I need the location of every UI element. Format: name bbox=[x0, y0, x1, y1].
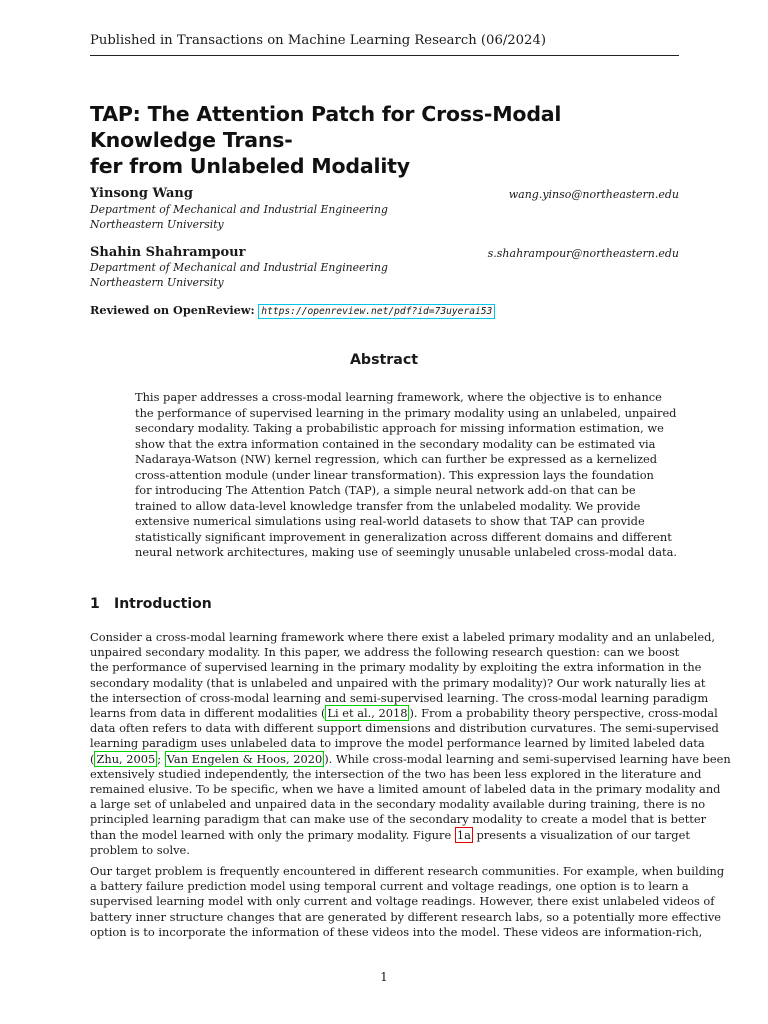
body-line: remained elusive. To be specific, when we have a limited amount of labeled data in the primary modality and bbox=[90, 782, 721, 797]
body-text: than the model learned with only the primary modality. Figure bbox=[90, 827, 455, 842]
body-line: problem to solve. bbox=[90, 842, 190, 857]
body-line: a large set of unlabeled and unpaired data in the secondary modality available during training, there is no bbox=[90, 797, 706, 812]
abstract-line: the performance of supervised learning in the primary modality using an unlabeled, unpaired bbox=[135, 405, 677, 420]
abstract-line: This paper addresses a cross-modal learning framework, where the objective is to enhance bbox=[135, 390, 662, 404]
abstract-line: show that the extra information contained in the secondary modality can be estimated via bbox=[135, 436, 656, 451]
body-line: battery inner structure changes that are generated by different research labs, so a potentially more effective bbox=[90, 909, 722, 924]
body-line: the intersection of cross-modal learning and semi-supervised learning. The cross-modal learning paradigm bbox=[90, 690, 709, 705]
introduction-body bbox=[90, 630, 731, 940]
author-affiliation bbox=[90, 261, 388, 290]
body-line: Consider a cross-modal learning framework where there exist a labeled primary modality and an unlabeled, bbox=[90, 630, 716, 644]
paragraph bbox=[90, 864, 725, 940]
abstract-line: trained to allow data-level knowledge transfer from the unlabeled modality. We provide bbox=[135, 498, 641, 513]
citation-link[interactable]: Van Engelen & Hoos, 2020 bbox=[166, 751, 323, 766]
body-line: data often refers to data with different support dimensions and distribution curvatures. The semi-supervised bbox=[90, 721, 719, 736]
body-line: option is to incorporate the information of these videos into the model. These videos are information-rich, bbox=[90, 924, 703, 939]
paper-title bbox=[90, 101, 690, 179]
author-name: Yinsong Wang bbox=[90, 186, 193, 201]
abstract-line: Nadaraya-Watson (NW) kernel regression, which can further be expressed as a kernelized bbox=[135, 452, 658, 466]
abstract-line: cross-attention module (under linear transformation). This expression lays the foundation bbox=[135, 467, 654, 482]
section-heading bbox=[90, 596, 212, 612]
paragraph bbox=[90, 630, 731, 858]
body-line: Our target problem is frequently encountered in different research communities. For example, when building bbox=[90, 864, 725, 879]
section-title: Introduction bbox=[114, 596, 212, 612]
page-number: 1 bbox=[380, 970, 388, 984]
author-affiliation bbox=[90, 203, 388, 232]
body-line: supervised learning model with only current and voltage readings. However, there exist unlabeled videos of bbox=[90, 894, 715, 909]
body-text: ; bbox=[157, 751, 165, 766]
affiliation-line: Department of Mechanical and Industrial Engineering bbox=[90, 261, 388, 274]
body-line bbox=[90, 751, 731, 767]
abstract-line: statistically significant improvement in generalization across different domains and different bbox=[135, 529, 672, 544]
review-line bbox=[90, 303, 495, 317]
body-line: principled learning paradigm that can make use of the secondary modality to create a model that is better bbox=[90, 812, 707, 827]
citation-link[interactable]: Li et al., 2018 bbox=[327, 706, 408, 721]
abstract-body bbox=[135, 390, 678, 561]
section-number: 1 bbox=[90, 596, 100, 612]
body-line: a battery failure prediction model using temporal current and voltage readings, one option is to learn a bbox=[90, 879, 689, 894]
author-name: Shahin Shahrampour bbox=[90, 245, 246, 260]
body-line: secondary modality (that is unlabeled and unpaired with the primary modality)? Our work naturally lies at bbox=[90, 675, 706, 690]
abstract-line: neural network architectures, making use of seemingly unusable unlabeled cross-modal data. bbox=[135, 545, 678, 559]
figure-ref-link[interactable]: 1a bbox=[456, 827, 471, 842]
author-email[interactable]: s.shahrampour@northeastern.edu bbox=[487, 247, 679, 260]
abstract-line: for introducing The Attention Patch (TAP), a simple neural network add-on that can be bbox=[135, 483, 636, 497]
body-line bbox=[90, 706, 718, 721]
body-line: unpaired secondary modality. In this paper, we address the following research question: can we boost bbox=[90, 645, 680, 660]
body-line: extensively studied independently, the intersection of the two has been less explored in the literature and bbox=[90, 766, 702, 781]
affiliation-line: Northeastern University bbox=[90, 275, 224, 289]
abstract-heading: Abstract bbox=[349, 352, 419, 368]
affiliation-line: Department of Mechanical and Industrial Engineering bbox=[90, 203, 388, 216]
citation-link[interactable]: Zhu, 2005 bbox=[96, 751, 156, 766]
openreview-link[interactable]: https://openreview.net/pdf?id=73uyerai53 bbox=[258, 304, 495, 319]
title-line: TAP: The Attention Patch for Cross-Modal Knowledge Trans- bbox=[90, 102, 562, 152]
header-rule bbox=[90, 55, 679, 56]
abstract-line: secondary modality. Taking a probabilistic approach for missing information estimation, we bbox=[135, 421, 664, 435]
body-text: learns from data in different modalities ( bbox=[90, 706, 326, 721]
body-line bbox=[90, 827, 690, 843]
body-text: ). While cross-modal learning and semi-supervised learning have been bbox=[324, 751, 731, 766]
body-text: ). From a probability theory perspective, cross-modal bbox=[409, 706, 718, 721]
abstract-line: extensive numerical simulations using real-world datasets to show that TAP can provide bbox=[135, 514, 645, 528]
body-text: ( bbox=[90, 751, 95, 766]
author-email[interactable]: wang.yinso@northeastern.edu bbox=[508, 188, 679, 201]
review-label: Reviewed on OpenReview: bbox=[90, 303, 255, 317]
body-line: the performance of supervised learning in the primary modality by exploiting the extra information in the bbox=[90, 660, 702, 675]
body-line: learning paradigm uses unlabeled data to improve the model performance learned by limited labeled data bbox=[90, 736, 705, 751]
body-text: presents a visualization of our target bbox=[472, 827, 690, 842]
affiliation-line: Northeastern University bbox=[90, 217, 224, 231]
venue-header: Published in Transactions on Machine Learning Research (06/2024) bbox=[90, 33, 546, 48]
title-line: fer from Unlabeled Modality bbox=[90, 154, 410, 178]
